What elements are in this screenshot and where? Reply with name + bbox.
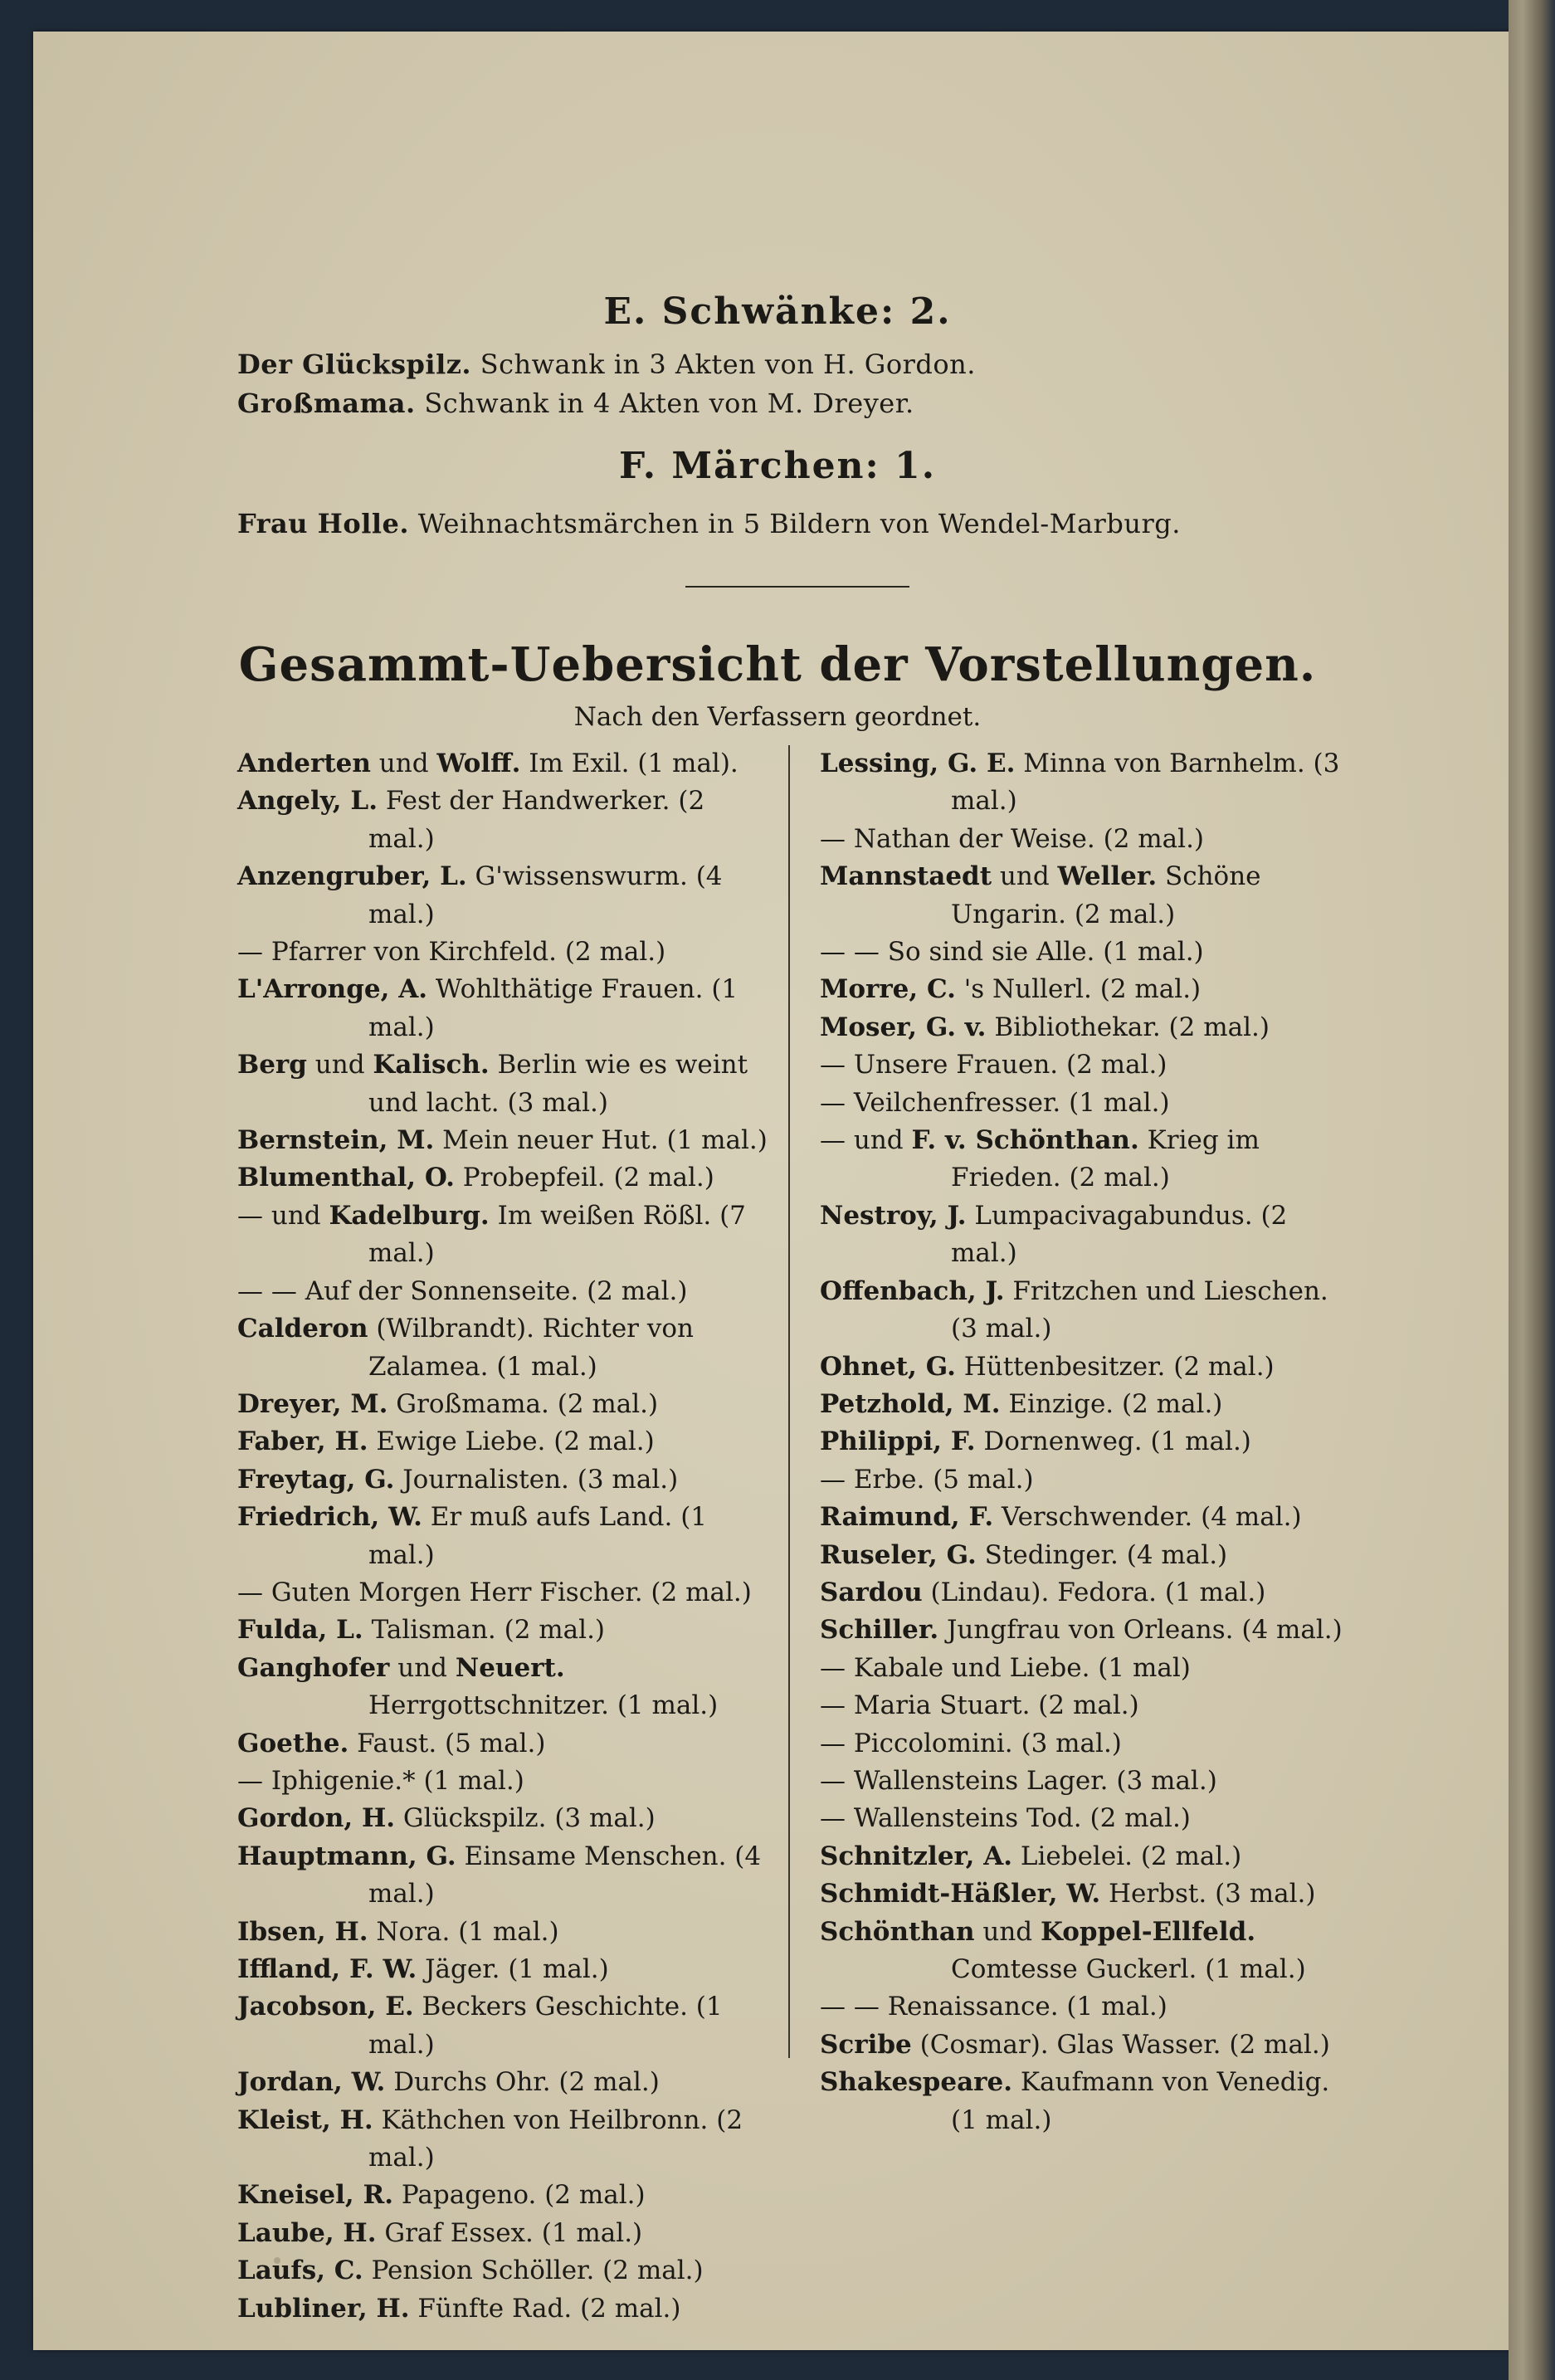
author-entry (820, 1499, 1359, 1536)
entry-text: Einzige. (2 mal.) (1000, 1388, 1223, 1419)
entry-text: — Iphigenie.* (1 mal.) (237, 1765, 524, 1796)
author-entry (237, 1650, 775, 1725)
author-name: Laube, H. (237, 2217, 377, 2248)
entry-text: Krieg im Frieden. (2 mal.) (951, 1125, 1260, 1193)
author-entry (820, 2026, 1359, 2064)
entry-text: Bibliothekar. (2 mal.) (986, 1012, 1270, 1042)
author-entry (237, 1423, 775, 1461)
entry-text: Dornenweg. (1 mal.) (975, 1427, 1251, 1457)
entry-text: — Piccolomini. (3 mal.) (820, 1728, 1122, 1758)
author-entry (820, 1085, 1359, 1122)
author-entry (237, 1800, 775, 1837)
author-entry (237, 2064, 775, 2101)
author-entry (237, 1725, 775, 1763)
author-entry (820, 1046, 1359, 1084)
entry-text: Pension Schöller. (2 mal.) (363, 2256, 704, 2286)
author-name: Philippi, F. (820, 1427, 976, 1457)
author-entry (237, 2215, 775, 2252)
author-name: Dreyer, M. (237, 1388, 388, 1419)
entry-text: 's Nullerl. (2 mal.) (955, 974, 1202, 1005)
section-divider-rule (685, 586, 909, 588)
author-name: Kneisel, R. (237, 2180, 394, 2211)
entry-text: — und (237, 1200, 329, 1231)
author-name: Ibsen, H. (237, 1916, 368, 1947)
play-entry (237, 388, 914, 419)
author-entry (237, 2177, 775, 2214)
author-entry (237, 1273, 775, 1310)
entry-text: — — Auf der Sonnenseite. (2 mal.) (237, 1275, 688, 1306)
entry-text: Stedinger. (4 mal.) (976, 1539, 1228, 1570)
entry-text: Einsame Menschen. (4 mal.) (368, 1841, 762, 1909)
author-name: Hauptmann, G. (237, 1841, 456, 1871)
section-heading-schwaenke: E. Schwänke: 2. (603, 290, 952, 333)
entry-text: G'wissenswurm. (4 mal.) (368, 861, 723, 929)
entry-text: Fritzchen und Lieschen. (3 mal.) (951, 1275, 1328, 1344)
author-entry (237, 971, 775, 1046)
author-entry (237, 1461, 775, 1499)
entry-text: Minna von Barnhelm. (3 mal.) (951, 749, 1340, 817)
author-name: Ruseler, G. (820, 1539, 977, 1570)
column-divider (788, 745, 790, 2058)
entry-text: — und (820, 1125, 912, 1156)
entry-text: und (370, 749, 437, 778)
entry-text: — Maria Stuart. (2 mal.) (820, 1690, 1139, 1721)
entry-text: — — So sind sie Alle. (1 mal.) (820, 937, 1204, 968)
author-entry (237, 1951, 775, 1988)
entry-text: — Erbe. (5 mal.) (820, 1464, 1034, 1495)
entry-text: Comtesse Guckerl. (1 mal.) (951, 1954, 1306, 1984)
play-description: Schwank in 4 Akten von M. Dreyer. (424, 388, 914, 419)
author-entry (820, 1273, 1359, 1349)
author-name: Lubliner, H. (237, 2293, 410, 2324)
author-name: Schönthan (820, 1916, 975, 1947)
play-title: Großmama. (237, 388, 416, 419)
author-entry (237, 2252, 775, 2290)
author-entry (820, 1763, 1359, 1800)
author-name: Shakespeare. (820, 2067, 1013, 2098)
entry-text: — Unsere Frauen. (2 mal.) (820, 1050, 1167, 1080)
entry-text: Im weißen Rößl. (7 mal.) (368, 1200, 746, 1269)
author-entry (820, 1875, 1359, 1913)
author-name: Offenbach, J. (820, 1275, 1005, 1306)
entry-text: Großmama. (2 mal.) (388, 1388, 659, 1419)
section-heading-maerchen: F. Märchen: 1. (618, 445, 937, 487)
author-entry (820, 1800, 1359, 1837)
entry-text: Herrgottschnitzer. (1 mal.) (368, 1690, 719, 1721)
author-name: Laufs, C. (237, 2256, 363, 2286)
entry-text: Mein neuer Hut. (1 mal.) (434, 1125, 768, 1156)
author-name: Schnitzler, A. (820, 1841, 1013, 1871)
author-entry (237, 1612, 775, 1649)
author-name: Sardou (820, 1577, 923, 1607)
author-list-right (820, 745, 1359, 2139)
entry-text: — Wallensteins Lager. (3 mal.) (820, 1765, 1217, 1796)
play-title: Der Glückspilz. (237, 349, 472, 380)
author-name: Ganghofer (237, 1652, 390, 1683)
author-entry (820, 1914, 1359, 1989)
entry-text: — Veilchenfresser. (1 mal.) (820, 1087, 1170, 1118)
entry-text: und (389, 1652, 456, 1683)
entry-text: Ewige Liebe. (2 mal.) (368, 1427, 655, 1457)
author-name: Iffland, F. W. (237, 1954, 417, 1984)
author-entry (237, 1122, 775, 1159)
entry-text: Schöne Ungarin. (2 mal.) (951, 861, 1261, 929)
entry-text: Glückspilz. (3 mal.) (395, 1803, 656, 1834)
author-entry (237, 1914, 775, 1951)
author-entry (237, 1197, 775, 1273)
author-entry (237, 1988, 775, 2064)
author-name: Moser, G. v. (820, 1012, 987, 1042)
overview-subtitle: Nach den Verfassern geordnet. (573, 702, 982, 732)
entry-text: Faust. (5 mal.) (349, 1728, 546, 1758)
author-entry (237, 1838, 775, 1914)
author-name: Kleist, H. (237, 2104, 373, 2135)
author-entry (820, 1537, 1359, 1574)
author-name: Faber, H. (237, 1427, 368, 1457)
entry-text: und (992, 861, 1058, 892)
entry-text: Hüttenbesitzer. (2 mal.) (955, 1351, 1275, 1382)
author-entry (820, 2064, 1359, 2139)
author-entry (237, 783, 775, 858)
author-entry (820, 821, 1359, 858)
author-name: Calderon (237, 1314, 368, 1344)
entry-text: — Kabale und Liebe. (1 mal) (820, 1652, 1191, 1683)
entry-text: Jäger. (1 mal.) (417, 1954, 609, 1984)
author-entry (237, 934, 775, 971)
author-entry (820, 1838, 1359, 1875)
author-entry (237, 2102, 775, 2178)
entry-text: — Nathan der Weise. (2 mal.) (820, 823, 1205, 854)
author-name: Angely, L. (237, 786, 378, 817)
author-name: Anderten (237, 749, 371, 778)
author-name: Jacobson, E. (237, 1992, 414, 2022)
author-entry (820, 934, 1359, 971)
author-entry (820, 1612, 1359, 1649)
entry-text: (Lindau). Fedora. (1 mal.) (922, 1577, 1266, 1607)
author-entry (237, 1310, 775, 1386)
coauthor-name: F. v. Schönthan. (911, 1125, 1139, 1156)
author-name: Mannstaedt (820, 861, 992, 892)
author-name: Blumenthal, O. (237, 1163, 455, 1193)
author-entry (237, 1386, 775, 1423)
author-entry (820, 1988, 1359, 2026)
author-name: Schiller. (820, 1615, 939, 1646)
entry-text: Liebelei. (2 mal.) (1012, 1841, 1242, 1871)
entry-text: Lumpacivagabundus. (2 mal.) (951, 1200, 1288, 1269)
author-name: Berg (237, 1050, 307, 1080)
entry-text: — — Renaissance. (1 mal.) (820, 1992, 1167, 2022)
entry-text: und (306, 1050, 373, 1080)
author-entry (820, 1574, 1359, 1612)
author-name: Ohnet, G. (820, 1351, 956, 1382)
entry-text: Berlin wie es weint und lacht. (3 mal.) (368, 1050, 748, 1118)
author-entry (820, 971, 1359, 1008)
entry-text: Journalisten. (3 mal.) (394, 1464, 679, 1495)
entry-text: — Wallensteins Tod. (2 mal.) (820, 1803, 1191, 1834)
author-name: L'Arronge, A. (237, 974, 428, 1005)
author-entry (820, 1349, 1359, 1386)
entry-text: Verschwender. (4 mal.) (993, 1502, 1302, 1533)
entry-text: Er muß aufs Land. (1 mal.) (368, 1502, 708, 1570)
author-name: Freytag, G. (237, 1464, 395, 1495)
play-description: Schwank in 3 Akten von H. Gordon. (480, 349, 976, 380)
author-entry (237, 1159, 775, 1197)
entry-text: Talisman. (2 mal.) (363, 1615, 606, 1646)
author-name: Bernstein, M. (237, 1125, 435, 1156)
coauthor-name: Koppel-Ellfeld. (1040, 1916, 1256, 1947)
author-name: Petzhold, M. (820, 1388, 1001, 1419)
coauthor-name: Neuert. (455, 1652, 565, 1683)
entry-text: Papageno. (2 mal.) (393, 2180, 646, 2211)
entry-text: Durchs Ohr. (2 mal.) (385, 2067, 660, 2098)
entry-text: (Cosmar). Glas Wasser. (2 mal.) (911, 2029, 1330, 2060)
author-entry (820, 1122, 1359, 1197)
author-name: Friedrich, W. (237, 1502, 422, 1533)
play-entry (237, 508, 1181, 539)
entry-text: Nora. (1 mal.) (368, 1916, 559, 1947)
author-entry (820, 1386, 1359, 1423)
entry-text: Fünfte Rad. (2 mal.) (409, 2293, 681, 2324)
author-entry (820, 1009, 1359, 1046)
entry-text: Beckers Geschichte. (1 mal.) (368, 1992, 723, 2060)
author-entry (820, 858, 1359, 934)
author-entry (820, 1423, 1359, 1461)
entry-text: Kaufmann von Venedig. (1 mal.) (951, 2067, 1330, 2135)
author-name: Scribe (820, 2029, 912, 2060)
author-entry (820, 1725, 1359, 1763)
overview-title: Gesammt-Uebersicht der Vorstellungen. (238, 637, 1317, 692)
author-entry (820, 1687, 1359, 1724)
entry-text: (Wilbrandt). Richter von Zalamea. (1 mal.) (368, 1314, 694, 1382)
author-entry (237, 745, 775, 783)
author-name: Lessing, G. E. (820, 749, 1016, 778)
coauthor-name: Weller. (1057, 861, 1158, 892)
author-entry (237, 2290, 775, 2328)
entry-text: Jungfrau von Orleans. (4 mal.) (938, 1615, 1343, 1646)
play-description: Weihnachtsmärchen in 5 Bildern von Wendel-Marburg. (417, 508, 1181, 539)
play-entry (237, 349, 976, 380)
entry-text: Graf Essex. (1 mal.) (376, 2217, 643, 2248)
author-entry (820, 1197, 1359, 1273)
entry-text: — Pfarrer von Kirchfeld. (2 mal.) (237, 937, 666, 968)
coauthor-name: Wolff. (436, 749, 521, 778)
coauthor-name: Kalisch. (373, 1050, 490, 1080)
author-entry (820, 1461, 1359, 1499)
author-name: Morre, C. (820, 974, 956, 1005)
author-name: Nestroy, J. (820, 1200, 967, 1231)
author-name: Anzengruber, L. (237, 861, 467, 892)
author-entry (237, 1046, 775, 1122)
author-entry (237, 858, 775, 934)
author-entry (237, 1763, 775, 1800)
entry-text: Wohlthätige Frauen. (1 mal.) (368, 974, 739, 1042)
entry-text: Im Exil. (1 mal). (520, 749, 739, 778)
author-entry (820, 745, 1359, 821)
author-name: Gordon, H. (237, 1803, 396, 1834)
play-title: Frau Holle. (237, 508, 410, 539)
author-entry (237, 1499, 775, 1574)
author-name: Goethe. (237, 1728, 349, 1758)
author-name: Raimund, F. (820, 1502, 994, 1533)
coauthor-name: Kadelburg. (329, 1200, 490, 1231)
author-entry (237, 1574, 775, 1612)
entry-text: Käthchen von Heilbronn. (2 mal.) (368, 2104, 743, 2173)
author-name: Schmidt-Häßler, W. (820, 1879, 1101, 1909)
entry-text: Fest der Handwerker. (2 mal.) (368, 786, 705, 854)
entry-text: Probepfeil. (2 mal.) (454, 1163, 714, 1193)
entry-text: — Guten Morgen Herr Fischer. (2 mal.) (237, 1577, 752, 1607)
paper-stain (274, 2257, 280, 2264)
entry-text: und (974, 1916, 1041, 1947)
entry-text: Herbst. (3 mal.) (1100, 1879, 1316, 1909)
author-name: Jordan, W. (237, 2067, 386, 2098)
author-list-left (237, 745, 775, 2328)
author-entry (820, 1650, 1359, 1687)
author-name: Fulda, L. (237, 1615, 363, 1646)
